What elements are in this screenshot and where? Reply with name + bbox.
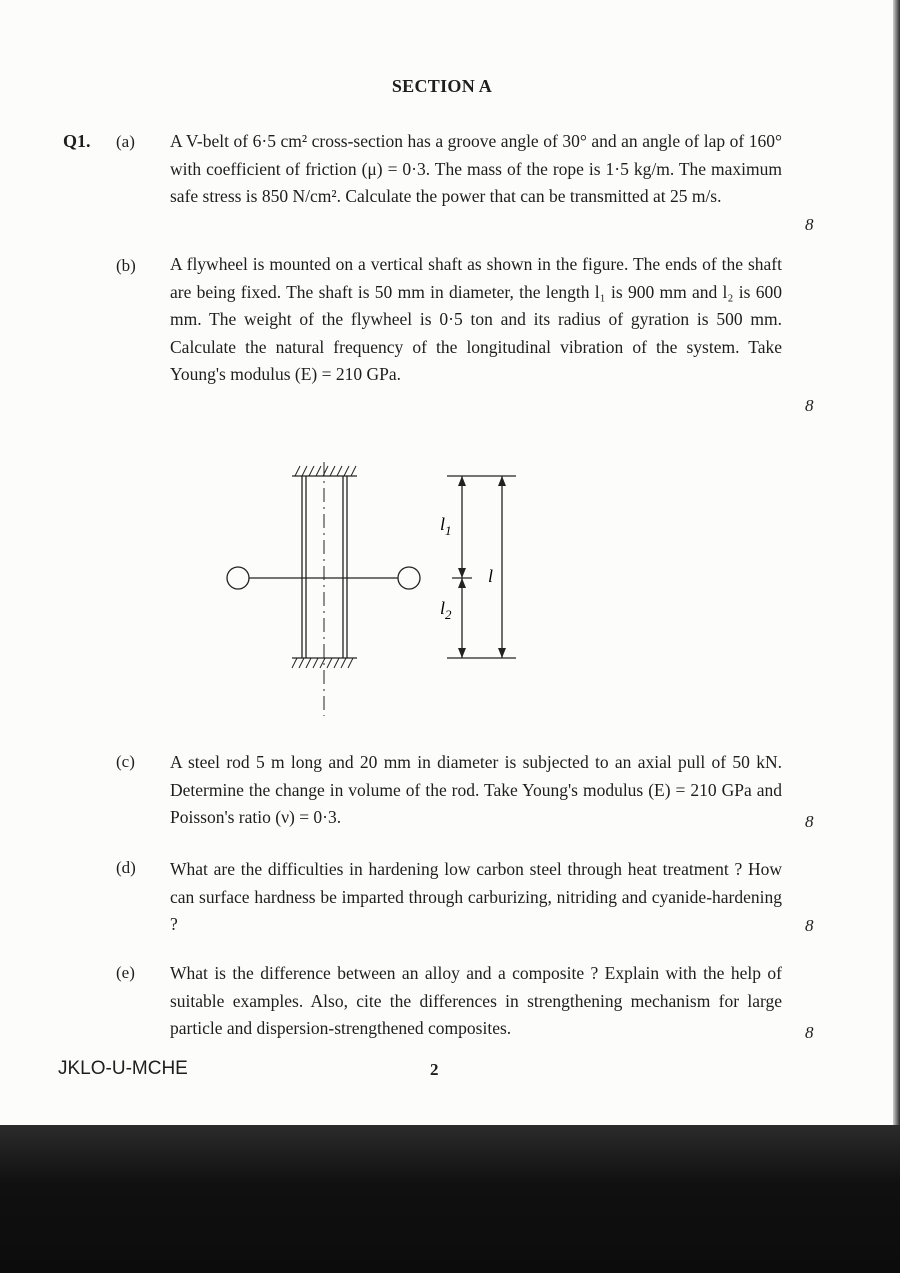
paper-code: JKLO-U-MCHE xyxy=(58,1058,188,1079)
part-c-text: A steel rod 5 m long and 20 mm in diameter is subjected to an axial pull of 50 kN. Determine the change in volume of the rod. Take Young's modulus (E) = 210 GPa and Poisson's ratio (ν) = 0·3. xyxy=(170,752,782,827)
page-edge-shadow xyxy=(893,0,900,1125)
scanner-background xyxy=(0,1125,900,1273)
marks-e: 8 xyxy=(805,1023,814,1042)
part-label-b: (b) xyxy=(116,256,136,275)
label-l: l xyxy=(488,566,494,586)
part-label-a: (a) xyxy=(116,132,135,151)
section-title: SECTION A xyxy=(391,76,493,96)
marks-b: 8 xyxy=(805,396,814,415)
part-a-text: A V-belt of 6·5 cm² cross-section has a groove angle of 30° and an angle of lap of 160° with coefficient of friction (μ) = 0·3. The mass of the rope is 1·5 kg/m. The maximum safe stress is 850 N/cm². Calculate the power that can be transmitted at 25 m/s. xyxy=(170,131,782,206)
part-label-d: (d) xyxy=(116,858,136,877)
marks-d: 8 xyxy=(805,916,814,935)
part-text-b xyxy=(170,251,782,389)
part-text-e xyxy=(170,960,782,1043)
label-l1: $l_1$ xyxy=(440,514,452,538)
label-l2: $l_2$ xyxy=(440,598,452,622)
page-number: 2 xyxy=(430,1060,439,1079)
marks-a: 8 xyxy=(805,215,814,234)
top-hatching xyxy=(295,466,356,476)
marks-c: 8 xyxy=(805,812,814,831)
dimension-arrows xyxy=(458,476,506,658)
part-label-e: (e) xyxy=(116,963,135,982)
part-d-text: What are the difficulties in hardening low carbon steel through heat treatment ? How can surface hardness be imparted through carburizing, nitriding and cyanide-hardening ? xyxy=(170,859,782,934)
part-e-text: What is the difference between an alloy and a composite ? Explain with the help of suitable examples. Also, cite the differences in strengthening mechanism for large particle and dispersion-strengthened composites. xyxy=(170,963,782,1038)
flywheel-shaft-figure xyxy=(215,455,535,720)
part-b-text: A flywheel is mounted on a vertical shaft as shown in the figure. The ends of the shaft are being fixed. The shaft is 50 mm in diameter, the length l₁ is 900 mm and l₂ is 600 mm. The weight of the flywheel is 0·5 ton and its radius of gyration is 500 mm. Calculate the natural frequency of the longitudinal vibration of the system. Take Young's modulus (E) = 210 GPa. xyxy=(170,254,782,384)
bottom-hatching xyxy=(292,658,353,668)
flywheel-mass-left xyxy=(227,567,249,589)
part-text-c xyxy=(170,749,782,832)
flywheel-mass-right xyxy=(398,567,420,589)
part-label-c: (c) xyxy=(116,752,135,771)
part-text-d xyxy=(170,856,782,939)
question-number: Q1. xyxy=(63,131,91,151)
part-text-a xyxy=(170,128,782,211)
